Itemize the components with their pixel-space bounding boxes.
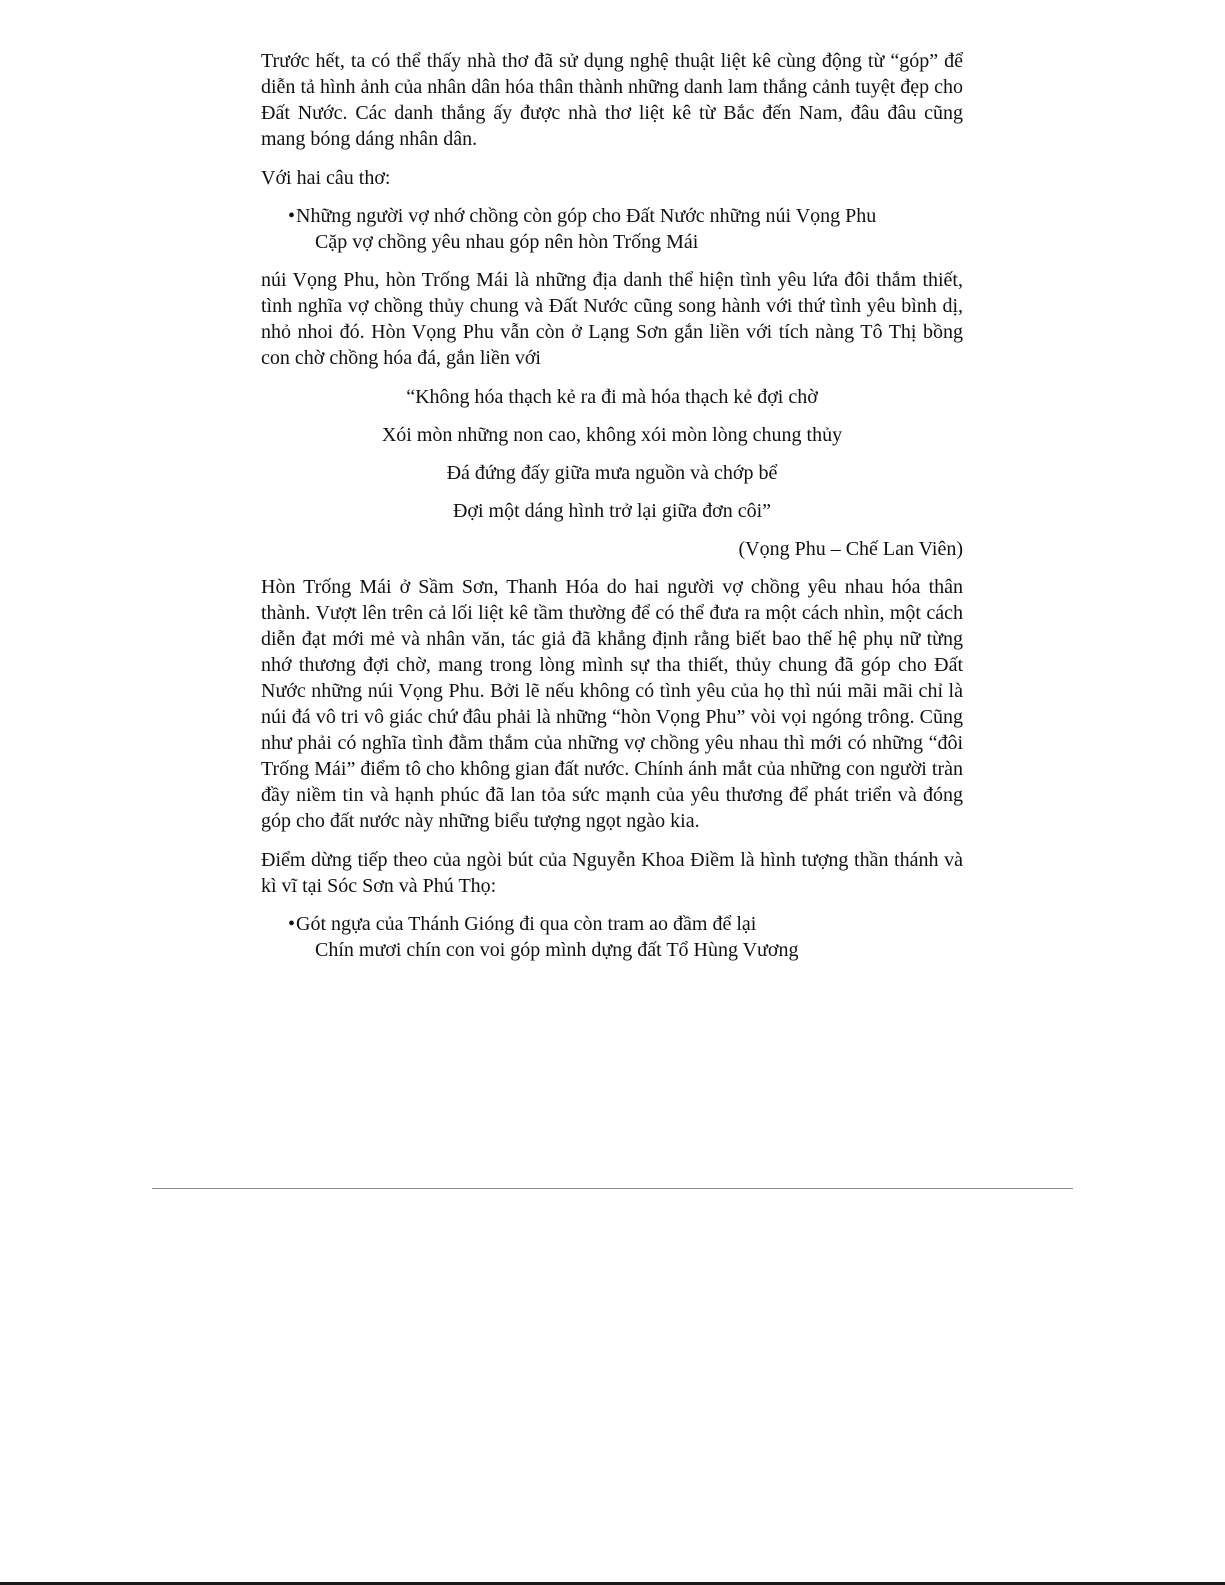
bullet-icon: •	[288, 913, 296, 935]
quote-attribution: (Vọng Phu – Chế Lan Viên)	[738, 538, 963, 560]
paragraph-verse-lead: Với hai câu thơ:	[261, 167, 391, 189]
verse-text: Những người vợ nhớ chồng còn góp cho Đất Nước những núi Vọng Phu	[296, 205, 877, 227]
paragraph-trong-mai: Hòn Trống Mái ở Sầm Sơn, Thanh Hóa do hai người vợ chồng yêu nhau hóa thân thành. Vượt lên trên cả lối liệt kê tầm thường để có thể đưa ra một cách nhìn, một cách diễn đạt mới mẻ và nhân văn, tác giả đã khẳng định rằng biết bao thế hệ phụ nữ từng nhớ thương đợi chờ, mang trong lòng mình sự tha thiết, thủy chung đã góp cho Đất Nước những núi Vọng Phu. Bởi lẽ nếu không có tình yêu của họ thì núi mãi mãi chỉ là núi đá vô tri vô giác chứ đâu phải là những “hòn Vọng Phu” vòi vọi ngóng trông. Cũng như phải có nghĩa tình đằm thắm của những vợ chồng yêu nhau thì mới có những “đôi Trống Mái” điểm tô cho không gian đất nước. Chính ánh mắt của những con người tràn đầy niềm tin và hạnh phúc đã lan tỏa sức mạnh của yêu thương để phát triển và đóng góp cho đất nước này những biểu tượng ngọt ngào kia.	[261, 576, 963, 832]
verse-line	[288, 203, 963, 229]
quote-line: Xói mòn những non cao, không xói mòn lòng chung thủy	[381, 424, 843, 446]
bullet-icon: •	[288, 205, 296, 227]
poem-quote	[261, 384, 963, 524]
verse-line: Cặp vợ chồng yêu nhau góp nên hòn Trống Mái	[315, 231, 699, 253]
page-divider	[152, 1188, 1073, 1189]
paragraph-next-stop: Điểm dừng tiếp theo của ngòi bút của Nguyễn Khoa Điềm là hình tượng thần thánh và kì vĩ tại Sóc Sơn và Phú Thọ:	[261, 849, 963, 897]
quote-line: Đá đứng đấy giữa mưa nguồn và chớp bể	[446, 462, 778, 484]
verse-line	[288, 911, 963, 937]
verse-block-thanh-giong	[288, 911, 963, 963]
quote-line: “Không hóa thạch kẻ ra đi mà hóa thạch kẻ đợi chờ	[406, 386, 818, 408]
quote-line: Đợi một dáng hình trở lại giữa đơn côi”	[452, 500, 772, 522]
paragraph-intro: Trước hết, ta có thể thấy nhà thơ đã sử dụng nghệ thuật liệt kê cùng động từ “góp” để diễn tả hình ảnh của nhân dân hóa thân thành những danh lam thắng cảnh tuyệt đẹp cho Đất Nước. Các danh thắng ấy được nhà thơ liệt kê từ Bắc đến Nam, đâu đâu cũng mang bóng dáng nhân dân.	[261, 50, 963, 150]
verse-block-vong-phu	[288, 203, 963, 255]
verse-text: Gót ngựa của Thánh Gióng đi qua còn tram ao đầm để lại	[296, 913, 757, 935]
verse-line: Chín mươi chín con voi góp mình dựng đất Tổ Hùng Vương	[315, 939, 799, 961]
document-body	[261, 48, 963, 975]
paragraph-vong-phu: núi Vọng Phu, hòn Trống Mái là những địa danh thể hiện tình yêu lứa đôi thắm thiết, tình nghĩa vợ chồng thủy chung và Đất Nước cũng song hành với thứ tình yêu bình dị, nhỏ nhoi đó. Hòn Vọng Phu vẫn còn ở Lạng Sơn gắn liền với tích nàng Tô Thị bồng con chờ chồng hóa đá, gắn liền với	[261, 269, 963, 369]
